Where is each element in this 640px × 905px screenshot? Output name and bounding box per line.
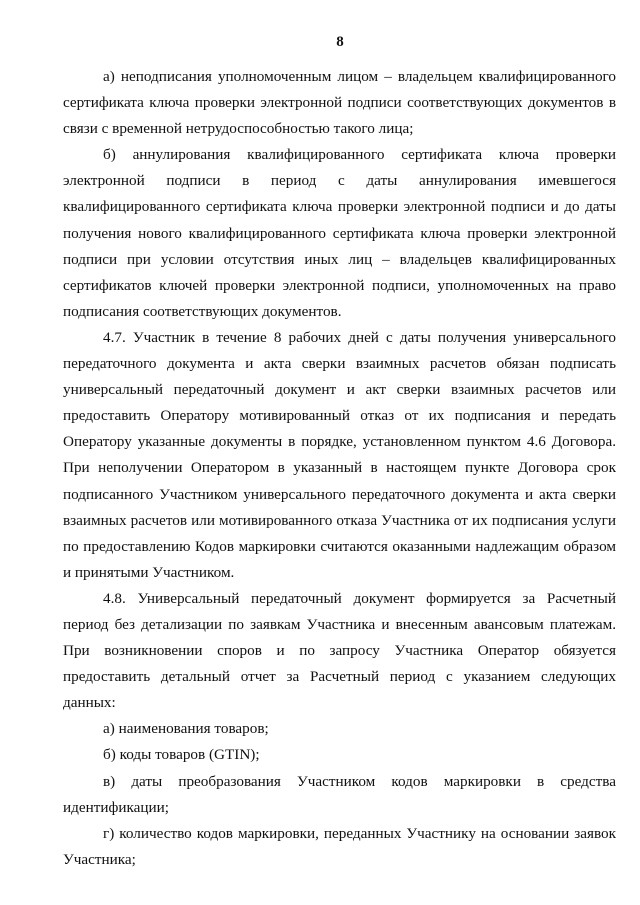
list-item-goods-names: а) наименования товаров; (103, 720, 269, 738)
paragraph-4-7: 4.7. Участник в течение 8 рабочих дней с даты получения универсального передаточного документа и акта сверки взаимных расчетов обязан подписать универсальный передаточный документ и акт сверки взаимных расчетов или предоставить Оператору мотивированный отказ от их подписания и передать Оператору указанные документы в порядке, установленном пунктом 4.6 Договора. При неполучении Оператором в указанный в настоящем пункте Договора срок подписанного Участником универсального передаточного документа и акта сверки взаимных расчетов или мотивированного отказа Участника от их подписания услуги по предоставлению Кодов маркировки считаются оказанными надлежащим образом и принятыми Участником. (63, 328, 616, 581)
paragraph-a-unsigned: а) неподписания уполномоченным лицом – владельцем квалифицированного сертификата ключа проверки электронной подписи соответствующих документов в связи с временной нетрудоспособностью такого лица; (63, 68, 616, 138)
paragraph-4-8: 4.8. Универсальный передаточный документ формируется за Расчетный период без детализации по заявкам Участника и внесенным авансовым платежам. При возникновении споров и по запросу Участника Оператор обязуется предоставить детальный отчет за Расчетный период с указанием следующих данных: (63, 589, 616, 712)
document-body (63, 64, 616, 873)
list-item-conversion-dates: в) даты преобразования Участником кодов маркировки в средства идентификации; (63, 772, 616, 816)
page-number: 8 (336, 34, 344, 50)
list-item-codes-quantity: г) количество кодов маркировки, переданных Участнику на основании заявок Участника; (63, 824, 616, 868)
list-item-gtin-codes: б) коды товаров (GTIN); (103, 746, 260, 764)
paragraph-b-revocation: б) аннулирования квалифицированного сертификата ключа проверки электронной подписи в период с даты аннулирования имевшегося квалифицированного сертификата ключа проверки электронной подписи и до даты получения нового квалифицированного сертификата ключа проверки электронной подписи при условии отсутствия иных лиц – владельцев квалифицированных сертификатов ключей проверки электронной подписи, уполномоченных на право подписания соответствующих документов. (63, 146, 616, 320)
